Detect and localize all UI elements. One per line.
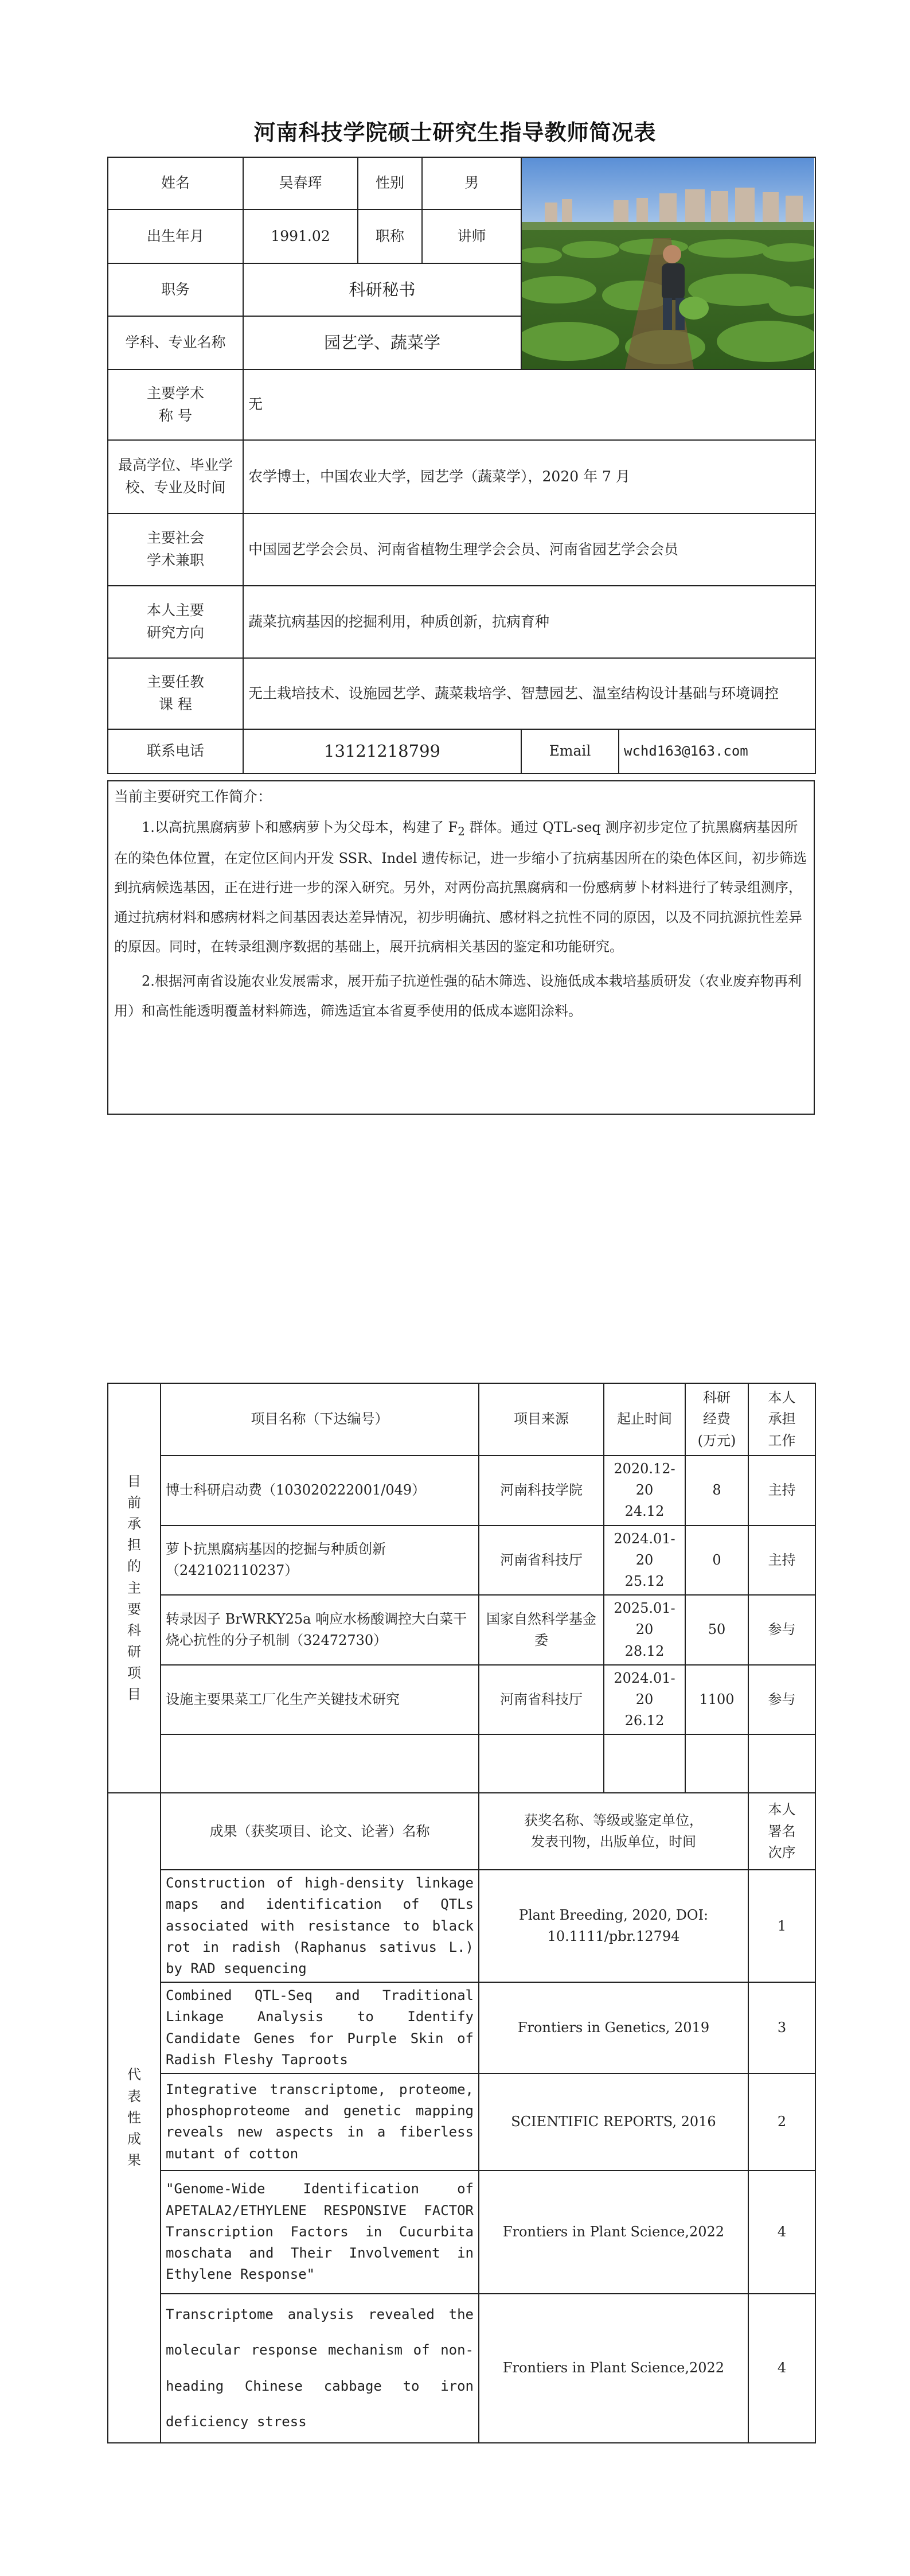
achievements-side-label [108,1793,161,2442]
project-empty-cell [161,1734,479,1793]
research-intro-box [107,780,815,1115]
projects-side-char: 目 [127,1686,141,1703]
academic-title-label-line2: 称 号 [159,407,192,424]
project-period-start: 2020.12-20 [614,1461,675,1499]
intro-paragraph-1-subscript: 2 [458,824,465,838]
project-empty-cell [685,1734,748,1793]
projects-achievements-table [107,1383,816,2443]
projects-side-char: 承 [127,1515,141,1532]
project-period [604,1456,685,1526]
achievement-venue: Frontiers in Genetics, 2019 [479,1982,748,2073]
achievement-name: Integrative transcriptome, proteome, phosphoproteome and genetic mapping reveals new aspects in a fiberless mutant of cotton [161,2073,479,2170]
society-value: 中国园艺学会会员、河南省植物生理学会会员、河南省园艺学会会员 [243,513,815,586]
discipline-value: 园艺学、蔬菜学 [243,316,521,369]
society-label-line2: 学术兼职 [146,552,204,569]
achievement-order: 4 [748,2170,815,2294]
project-period-end: 28.12 [624,1643,665,1659]
research-value: 蔬菜抗病基因的挖掘利用，种质创新，抗病育种 [243,586,815,658]
project-role-header-line3: 工作 [768,1432,796,1449]
achievement-venue: SCIENTIFIC REPORTS, 2016 [479,2073,748,2170]
achievement-name: Combined QTL-Seq and Traditional Linkage Analysis to Identify Candidate Genes for Purple Skin of Radish Fleshy Taproots [161,1982,479,2073]
project-funding-header-line3: (万元) [697,1432,736,1449]
research-label [108,586,243,658]
project-empty-cell [479,1734,604,1793]
achievement-name-header: 成果（获奖项目、论文、论著）名称 [161,1793,479,1870]
project-name: 转录因子 BrWRKY25a 响应水杨酸调控大白菜干烧心抗性的分子机制（32472730） [161,1595,479,1665]
portrait-photo [521,157,815,369]
achievement-venue: Frontiers in Plant Science,2022 [479,2170,748,2294]
project-source: 河南科技学院 [479,1456,604,1526]
project-funding: 0 [685,1526,748,1596]
project-source-header: 项目来源 [479,1383,604,1456]
courses-label [108,658,243,729]
portrait-photo-image [522,158,814,369]
projects-side-char: 要 [127,1601,141,1617]
name-value: 吴春珲 [243,157,358,209]
projects-side-char: 项 [127,1665,141,1682]
society-label-line1: 主要社会 [146,530,204,547]
academic-title-label [108,369,243,440]
research-label-line2: 研究方向 [146,624,204,641]
project-empty-cell [748,1734,815,1793]
achievements-side-char: 成 [127,2130,141,2147]
achievement-order: 4 [748,2294,815,2443]
project-funding: 1100 [685,1665,748,1735]
projects-side-char: 目 [127,1473,141,1489]
courses-label-line2: 课 程 [159,696,192,713]
project-name: 博士科研启动费（103020222001/049） [161,1456,479,1526]
project-funding-header-line1: 科研 [703,1390,731,1406]
achievement-order-header-line3: 次序 [768,1844,796,1861]
project-period-header: 起止时间 [604,1383,685,1456]
project-role: 主持 [748,1526,815,1596]
project-period-start: 2024.01-20 [614,1530,675,1568]
projects-side-char: 担 [127,1537,141,1554]
projects-side-char: 研 [127,1644,141,1660]
project-funding-header-line2: 经费 [703,1411,731,1427]
project-empty-cell [604,1734,685,1793]
achievement-name: Construction of high-density linkage maps and identification of QTLs associated with resistance to black rot in radish (Raphanus sativus L.) by RAD sequencing [161,1870,479,1982]
project-name-header: 项目名称（下达编号） [161,1383,479,1456]
projects-side-char: 的 [127,1558,141,1575]
project-funding: 8 [685,1456,748,1526]
rank-label: 职称 [358,209,422,263]
achievement-venue-line1: Plant Breeding, 2020, DOI: [518,1907,709,1924]
achievement-name: "Genome-Wide Identification of APETALA2/ETHYLENE RESPONSIVE FACTOR Transcription Factors in Cucurbita moschata and Their Involvement in Ethylene Response" [161,2170,479,2294]
gender-value: 男 [422,157,521,209]
project-period-start: 2024.01-20 [614,1670,675,1707]
phone-label: 联系电话 [108,729,243,773]
project-role: 参与 [748,1595,815,1665]
project-period [604,1665,685,1735]
education-value: 农学博士，中国农业大学，园艺学（蔬菜学），2020 年 7 月 [243,440,815,513]
project-period-end: 25.12 [624,1573,665,1589]
education-label [108,440,243,513]
project-period-end: 26.12 [624,1713,665,1729]
project-role: 主持 [748,1456,815,1526]
achievement-order: 2 [748,2073,815,2170]
project-source: 国家自然科学基金委 [479,1595,604,1665]
phone-value: 13121218799 [243,729,521,773]
name-label: 姓名 [108,157,243,209]
courses-label-line1: 主要任教 [146,674,204,691]
achievement-venue-header-line1: 获奖名称、等级或鉴定单位， [524,1812,703,1829]
achievement-order-header [748,1793,815,1870]
achievement-order-header-line1: 本人 [768,1801,796,1818]
education-label-line2: 校、专业及时间 [125,479,226,496]
project-period-start: 2025.01-20 [614,1600,675,1638]
intro-paragraph-1-part-a: 1.以高抗黑腐病萝卜和感病萝卜为父母本，构建了 F [142,819,458,835]
achievements-side-char: 果 [127,2152,141,2169]
email-label: Email [521,729,619,773]
courses-value: 无土栽培技术、设施园艺学、蔬菜栽培学、智慧园艺、温室结构设计基础与环境调控 [243,658,815,729]
projects-side-char: 主 [127,1579,141,1596]
project-role-header-line1: 本人 [768,1390,796,1406]
achievement-name: Transcriptome analysis revealed the molecular response mechanism of non-heading Chinese cabbage to iron deficiency stress [161,2294,479,2443]
rank-value: 讲师 [422,209,521,263]
achievement-venue-header [479,1793,748,1870]
project-name: 萝卜抗黑腐病基因的挖掘与种质创新（242102110237） [161,1526,479,1596]
project-funding-header [685,1383,748,1456]
project-name: 设施主要果菜工厂化生产关键技术研究 [161,1665,479,1735]
achievements-side-char: 表 [127,2088,141,2104]
project-period [604,1595,685,1665]
academic-title-value: 无 [243,369,815,440]
intro-paragraph-1-part-b: 群体。通过 QTL-seq 测序初步定位了抗黑腐病基因所在的染色体位置，在定位区间内开发 SSR、Indel 遗传标记，进一步缩小了抗病基因所在的染色体区间，初步筛选到抗病候选基因，正在进行进一步的深入研究。另外，对两份高抗黑腐病和一份感病萝卜材料进行了转录组测序，通过抗病材料和感病材料之间基因表达差异情况，初步明确抗、感材料之抗性不同的原因，以及不同抗源抗性差异的原因。同时，在转录组测序数据的基础上，展开抗病相关基因的鉴定和功能研究。 [114,819,807,955]
profile-table [107,157,816,774]
achievements-side-char: 代 [127,2067,141,2083]
achievement-order: 3 [748,1982,815,2073]
project-period [604,1526,685,1596]
project-source: 河南省科技厅 [479,1526,604,1596]
intro-paragraph-2: 2.根据河南省设施农业发展需求，展开茄子抗逆性强的砧木筛选、设施低成本栽培基质研发（农业废弃物再利用）和高性能透明覆盖材料筛选，筛选适宜本省夏季使用的低成本遮阳涂料。 [114,972,802,1019]
projects-side-label [108,1383,161,1793]
projects-side-char: 科 [127,1622,141,1639]
project-role-header [748,1383,815,1456]
post-label: 职务 [108,263,243,317]
achievement-venue-line2: 10.1111/pbr.12794 [547,1928,680,1945]
discipline-label: 学科、专业名称 [108,316,243,369]
achievement-venue [479,1870,748,1982]
education-label-line1: 最高学位、毕业学 [118,457,233,474]
achievement-order: 1 [748,1870,815,1982]
birth-label: 出生年月 [108,209,243,263]
project-funding: 50 [685,1595,748,1665]
page-title: 河南科技学院硕士研究生指导教师简况表 [253,120,657,145]
project-source: 河南省科技厅 [479,1665,604,1735]
achievement-order-header-line2: 署名 [768,1823,796,1839]
gender-label: 性别 [358,157,422,209]
society-label [108,513,243,586]
projects-side-char: 前 [127,1494,141,1511]
achievement-venue: Frontiers in Plant Science,2022 [479,2294,748,2443]
project-period-end: 24.12 [624,1503,665,1520]
intro-heading: 当前主要研究工作简介： [114,788,272,805]
academic-title-label-line1: 主要学术 [146,384,204,402]
achievement-venue-header-line2: 发表刊物，出版单位，时间 [531,1834,696,1850]
achievements-side-char: 性 [127,2109,141,2126]
research-label-line1: 本人主要 [146,602,204,619]
project-role-header-line2: 承担 [768,1411,796,1427]
email-value: wchd163@163.com [619,729,815,773]
project-role: 参与 [748,1665,815,1735]
birth-value: 1991.02 [243,209,358,263]
intro-paragraph-1 [114,813,808,962]
post-value: 科研秘书 [243,263,521,317]
